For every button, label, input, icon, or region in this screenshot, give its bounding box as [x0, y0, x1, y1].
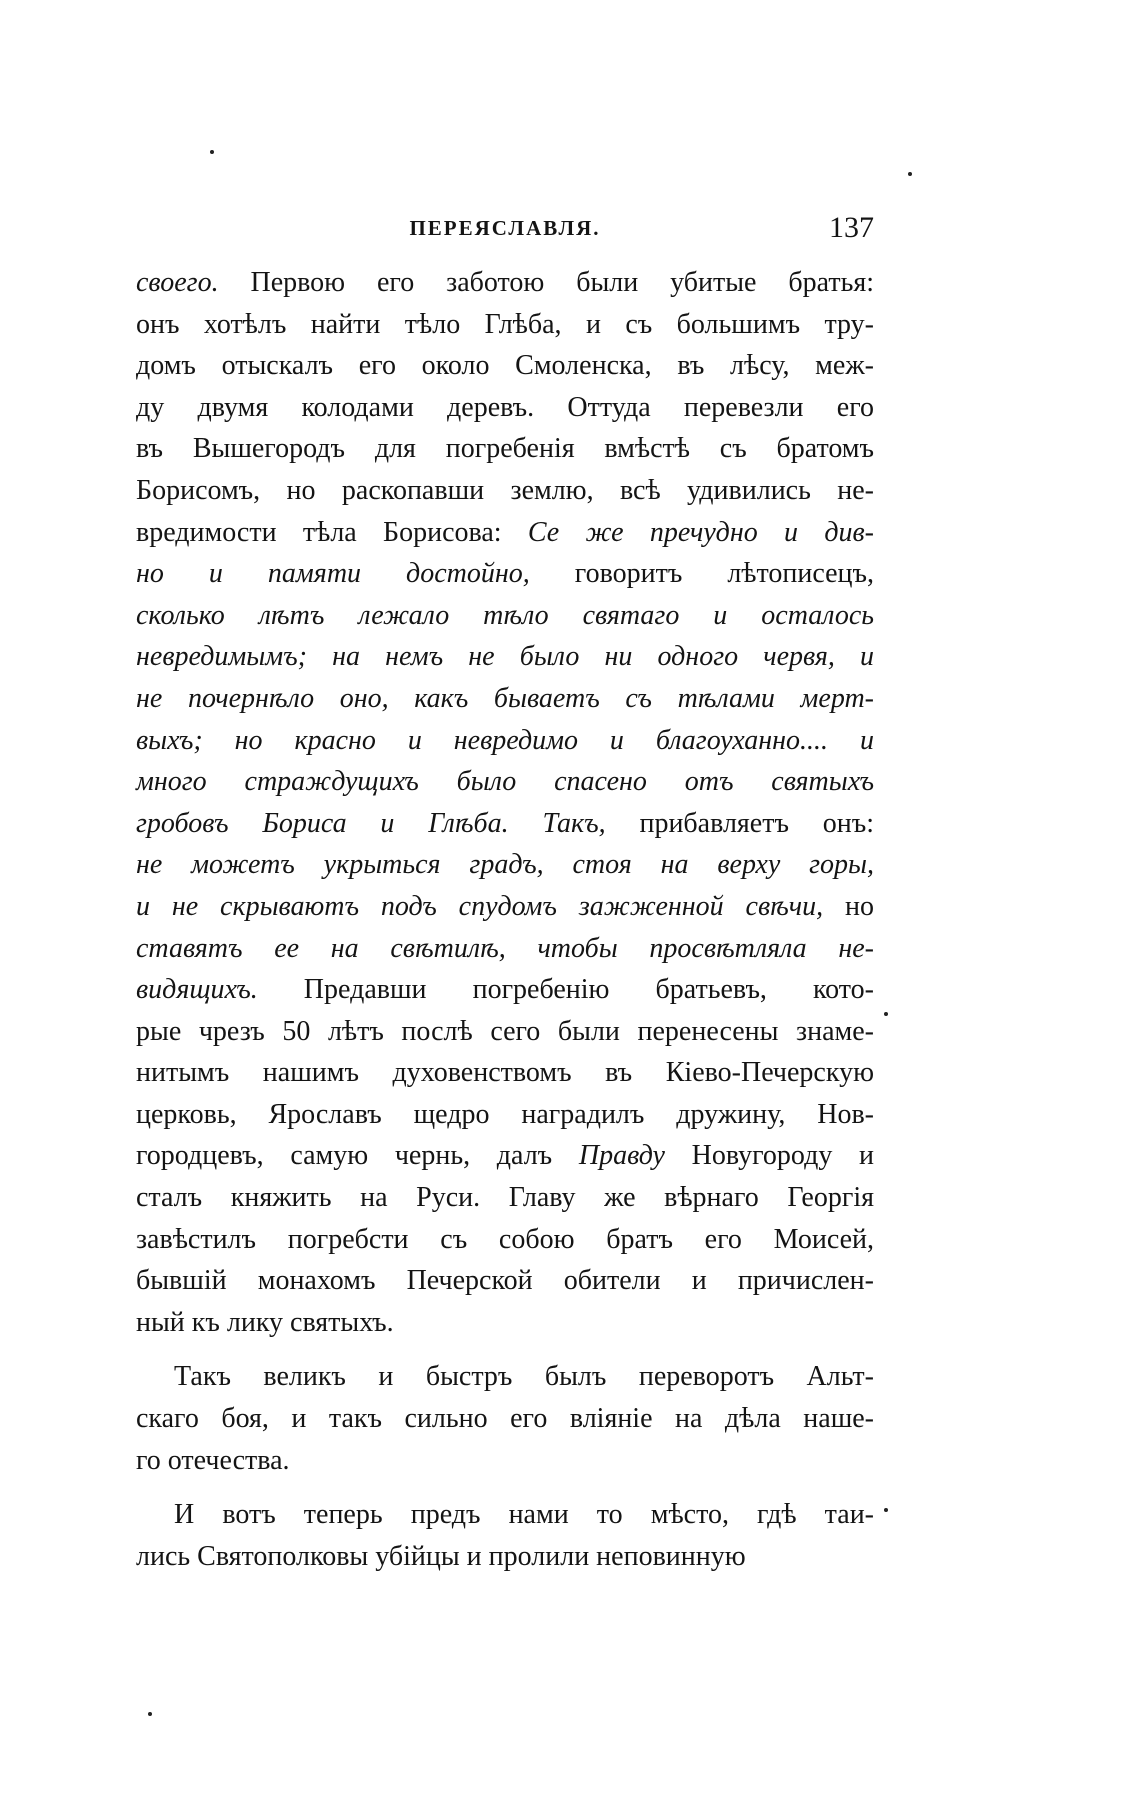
text-segment: нитымъ нашимъ духовенствомъ въ Кіево-Печерскую: [136, 1057, 874, 1089]
text-segment: лись Святополковы убійцы и пролили неповинную: [136, 1540, 746, 1572]
scan-speck: [908, 172, 912, 176]
text-segment: въ Вышегородъ для погребенія вмѣстѣ съ братомъ: [136, 433, 874, 465]
italic-segment: сколько лѣтъ лежало тѣло святаго и осталось: [136, 599, 874, 631]
text-line: [136, 720, 874, 762]
text-segment: бывшій монахомъ Печерской обители и причислен-: [136, 1265, 874, 1297]
text-line: [136, 844, 874, 886]
italic-segment: Правду: [578, 1140, 665, 1172]
italic-segment: невредимымъ; на немъ не было ни одного червя, и: [136, 641, 874, 673]
text-segment: говоритъ лѣтописецъ,: [529, 558, 874, 590]
text-line: [136, 1494, 874, 1536]
scan-speck: [210, 150, 214, 154]
text-line: [136, 262, 874, 304]
text-segment: Борисомъ, но раскопавши землю, всѣ удивились не-: [136, 474, 874, 506]
text-line: [136, 1052, 874, 1094]
italic-segment: ставятъ ее на свѣтилѣ, чтобы просвѣтляла не-: [136, 932, 874, 964]
text-segment: завѣстилъ погребсти съ собою братъ его Моисей,: [136, 1223, 874, 1255]
text-line: [136, 886, 874, 928]
text-segment: вредимости тѣла Борисова:: [136, 516, 528, 548]
text-line: [136, 553, 874, 595]
text-segment: домъ отыскалъ его около Смоленска, въ лѣсу, меж-: [136, 350, 874, 382]
text-segment: онъ хотѣлъ найти тѣло Глѣба, и съ большимъ тру-: [136, 308, 874, 340]
italic-segment: и не скрываютъ подъ спудомъ зажженной свѣчи,: [136, 890, 824, 922]
text-line: [136, 595, 874, 637]
text-line: [136, 470, 874, 512]
italic-segment: своего.: [136, 267, 219, 298]
body-text: [136, 262, 874, 1577]
text-segment: Первою его заботою были убитые братья:: [218, 267, 874, 298]
paragraph-gap: [136, 1343, 874, 1356]
text-line: [136, 1536, 874, 1578]
text-line: [136, 636, 874, 678]
text-segment: скаго боя, и такъ сильно его вліяніе на дѣла наше-: [136, 1403, 874, 1435]
text-line: [136, 387, 874, 429]
text-segment: но: [823, 890, 875, 922]
italic-segment: много страждущихъ было спасено отъ святыхъ: [136, 766, 874, 798]
italic-segment: выхъ; но красно и невредимо и благоуханно.... и: [136, 724, 874, 756]
text-line: [136, 304, 874, 346]
text-segment: Новугороду и: [664, 1140, 875, 1172]
text-segment: Предавши погребенію братьевъ, кото-: [257, 974, 874, 1006]
text-line: [136, 1260, 874, 1302]
text-segment: ду двумя колодами деревъ. Оттуда перевезли его: [136, 391, 874, 423]
text-line: [136, 1219, 874, 1261]
text-line: [136, 345, 874, 387]
italic-segment: не можетъ укрыться градъ, стоя на верху горы,: [136, 849, 874, 881]
text-line: [136, 1011, 874, 1053]
text-line: [136, 761, 874, 803]
text-line: [136, 428, 874, 470]
scan-speck: [148, 1712, 152, 1716]
scan-speck: [884, 1508, 888, 1512]
italic-segment: видящихъ.: [136, 974, 258, 1006]
text-line: [136, 1356, 874, 1398]
text-segment: городцевъ, самую чернь, далъ: [136, 1140, 579, 1172]
paragraph-gap: [136, 1481, 874, 1494]
text-line: [136, 1398, 874, 1440]
text-segment: церковь, Ярославъ щедро наградилъ дружину, Нов-: [136, 1098, 874, 1130]
text-line: [136, 1094, 874, 1136]
text-segment: рые чрезъ 50 лѣтъ послѣ сего были перенесены знаме-: [136, 1015, 874, 1047]
text-line: [136, 1177, 874, 1219]
text-line: [136, 512, 874, 554]
text-segment: прибавляетъ онъ:: [605, 807, 875, 839]
text-segment: го отечества.: [136, 1444, 290, 1476]
italic-segment: Такъ,: [542, 807, 606, 839]
scan-speck: [884, 1012, 888, 1016]
text-segment: И вотъ теперь предъ нами то мѣсто, гдѣ таи-: [174, 1499, 874, 1531]
text-line: [136, 1135, 874, 1177]
page-number: 137: [829, 211, 874, 244]
text-line: [136, 1302, 874, 1344]
text-segment: [509, 808, 543, 839]
text-segment: сталъ княжить на Руси. Главу же вѣрнаго Георгія: [136, 1182, 874, 1214]
text-line: [136, 928, 874, 970]
running-head: [136, 208, 874, 248]
text-line: [136, 1440, 874, 1482]
text-segment: ный къ лику святыхъ.: [136, 1306, 394, 1338]
italic-segment: но и памяти достойно,: [136, 558, 530, 590]
italic-segment: Се же пречудно и див-: [527, 516, 875, 548]
text-line: [136, 803, 874, 845]
text-segment: Такъ великъ и быстръ былъ переворотъ Альт-: [174, 1361, 874, 1393]
running-title: ПЕРЕЯСЛАВЛЯ.: [409, 216, 601, 240]
text-line: [136, 678, 874, 720]
text-line: [136, 969, 874, 1011]
italic-segment: не почернѣло оно, какъ бываетъ съ тѣлами мерт-: [136, 682, 874, 714]
italic-segment: гробовъ Бориса и Глѣба.: [136, 807, 509, 839]
